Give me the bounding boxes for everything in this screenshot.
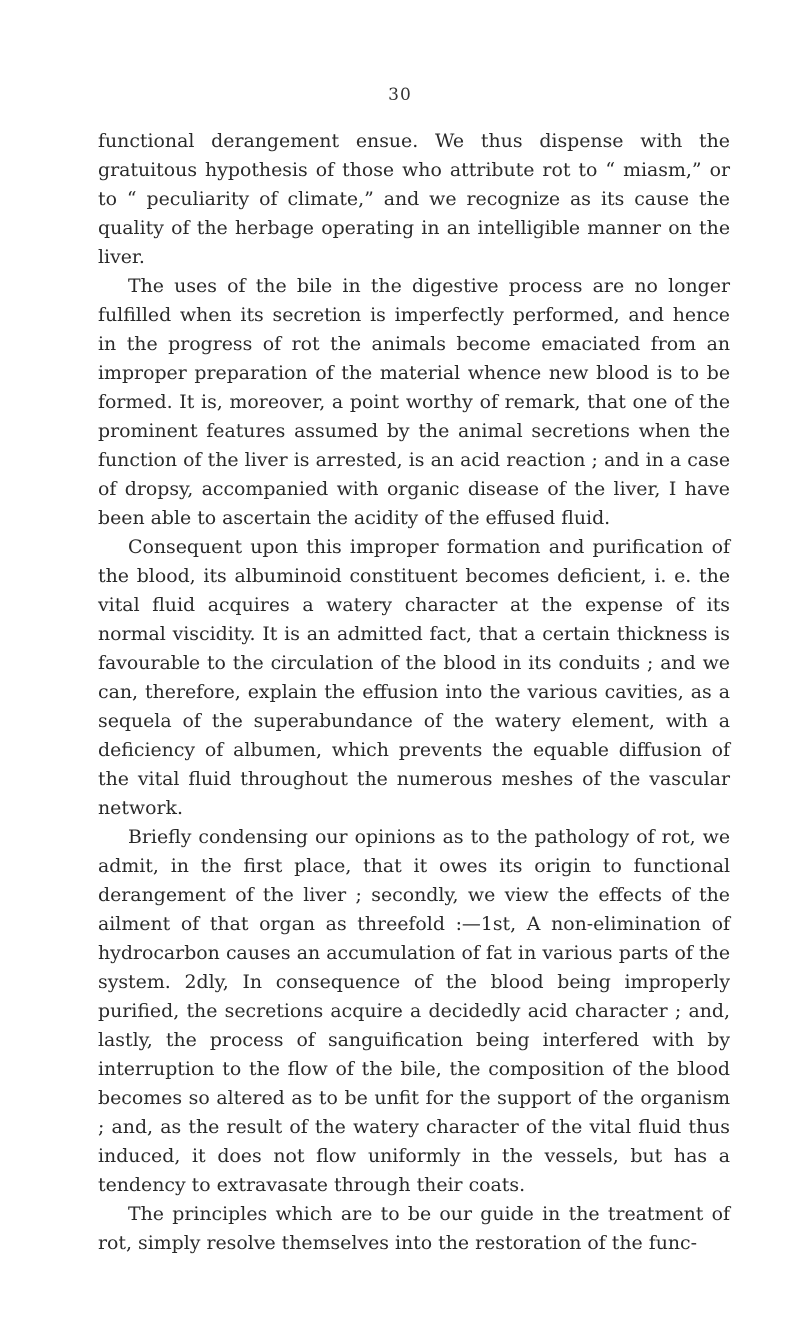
paragraph-3: Consequent upon this improper formation and purification of the blood, its albuminoid constituent becomes deficient, i. e. the vital fluid acquires a watery character at the expense of its normal viscidity. It is an admitted fact, that a certain thickness is favourable to the circulation of the blood in its conduits ; and we can, therefore, explain the effusion into the various cavities, as a sequela of the superabundance of the watery element, with a deficiency of albumen, which prevents the equable diffusion of the vital fluid throughout the numerous meshes of the vascular network. bbox=[98, 536, 730, 819]
paragraph-2: The uses of the bile in the digestive process are no longer fulfilled when its secretion is imperfectly performed, and hence in the progress of rot the animals become emaciated from an improper preparation of the material whence new blood is to be formed. It is, moreover, a point worthy of remark, that one of the prominent features assumed by the animal secretions when the function of the liver is arrested, is an acid reaction ; and in a case of dropsy, accompanied with organic disease of the liver, I have been able to ascertain the acidity of the effused fluid. bbox=[98, 275, 730, 529]
paragraph-5: The principles which are to be our guide in the treatment of rot, simply resolve themselves into the restoration of the func- bbox=[98, 1203, 730, 1254]
body-text bbox=[98, 127, 730, 1258]
page-number: 30 bbox=[388, 85, 412, 105]
paragraph-4: Briefly condensing our opinions as to the pathology of rot, we admit, in the first place, that it owes its origin to functional derangement of the liver ; secondly, we view the effects of the ailment of that organ as threefold :—1st, A non-elimination of hydrocarbon causes an accumulation of fat in various parts of the system. 2dly, In consequence of the blood being improperly purified, the secretions acquire a decidedly acid character ; and, lastly, the process of sanguification being interfered with by interruption to the flow of the bile, the composition of the blood becomes so altered as to be unfit for the support of the organism ; and, as the result of the watery character of the vital fluid thus induced, it does not flow uniformly in the vessels, but has a tendency to extravasate through their coats. bbox=[98, 826, 730, 1196]
paragraph-1: functional derangement ensue. We thus dispense with the gratuitous hypothesis of those who attribute rot to “ miasm,” or to “ peculiarity of climate,” and we recognize as its cause the quality of the herbage operating in an intelligible manner on the liver. bbox=[98, 130, 730, 268]
